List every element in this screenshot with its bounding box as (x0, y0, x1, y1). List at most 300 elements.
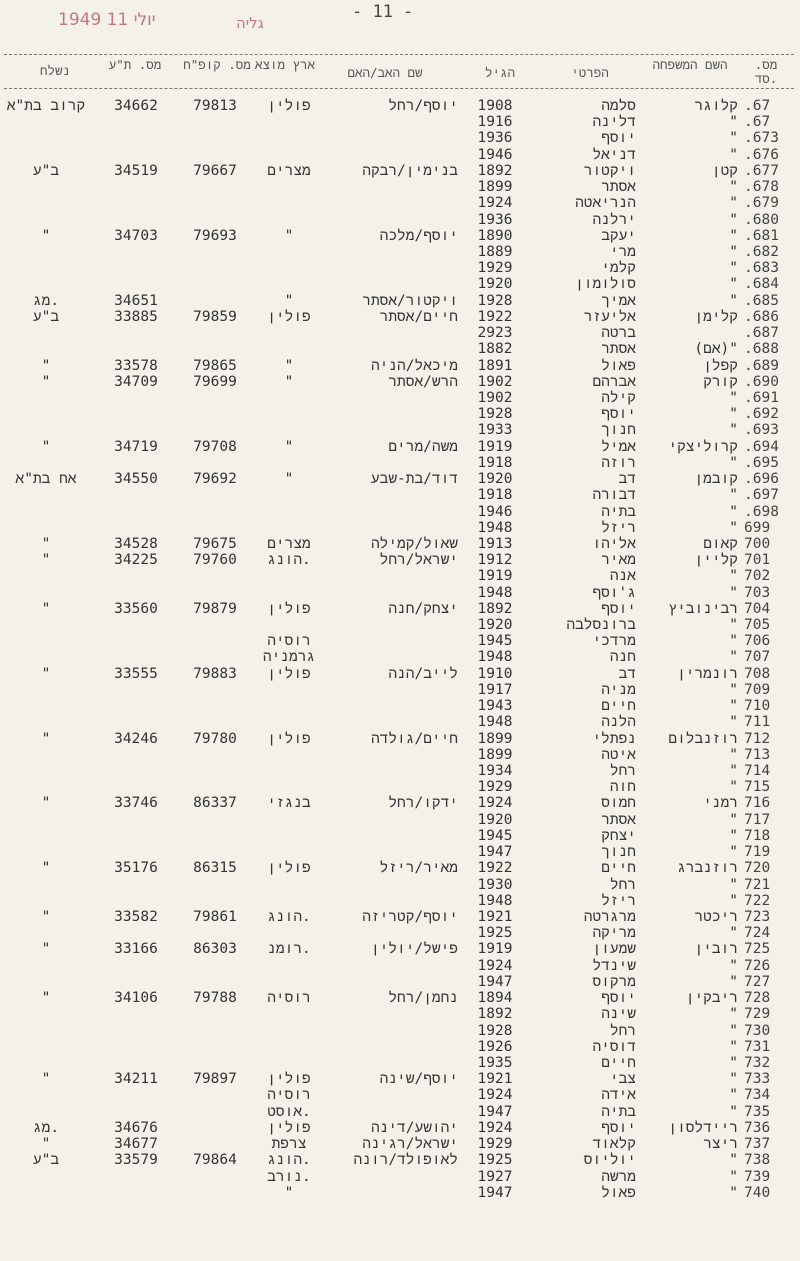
cell-family: קלוגר (694, 98, 738, 114)
cell-fund: 33582 (114, 909, 158, 925)
cell-first: ריזל (601, 519, 636, 536)
cell-no: 713 (744, 746, 771, 763)
cell-family: קלימן (694, 308, 738, 325)
cell-age: 1935 (477, 1054, 513, 1071)
cell-age: 1946 (477, 503, 513, 520)
cell-country: " (284, 227, 294, 244)
cell-family: רונמרין (677, 665, 738, 682)
cell-status: ב"ע (32, 1152, 60, 1169)
cell-age: 1948 (477, 649, 513, 666)
handwritten-label: גליה (236, 14, 264, 32)
cell-no: 708 (744, 665, 771, 682)
cell-kupa: 79883 (193, 665, 237, 682)
cell-status: " (41, 909, 51, 925)
cell-country: פולין (267, 1119, 311, 1136)
cell-parents: משה/מרים (388, 438, 458, 455)
cell-parents: יצחק/חנה (388, 600, 458, 617)
cell-family: " (729, 649, 738, 666)
cell-first: מניה (601, 681, 636, 698)
cell-parents: יהושע/דינה (370, 1119, 458, 1136)
cell-age: 1945 (477, 827, 513, 844)
cell-first: נפתלי (592, 730, 636, 747)
cell-no: 721 (744, 876, 771, 893)
cell-no: .67 (744, 98, 771, 114)
cell-age: 1928 (477, 292, 513, 309)
cell-no: 706 (744, 633, 771, 650)
cell-parents: לאופולד/רונה (353, 1152, 458, 1169)
cell-family: " (729, 276, 738, 293)
cell-no: .676 (744, 146, 779, 163)
cell-fund: 33885 (114, 308, 158, 325)
cell-no: 709 (744, 681, 771, 698)
cell-no: 740 (744, 1184, 771, 1201)
cell-age: 1933 (477, 422, 513, 439)
cell-fund: 34528 (114, 535, 158, 552)
cell-status: " (41, 860, 51, 877)
cell-no: 712 (744, 730, 771, 747)
cell-country: הונג. (267, 552, 311, 569)
cell-first: מרשה (601, 1168, 636, 1185)
cell-age: 1892 (477, 600, 513, 617)
cell-kupa: 79708 (193, 438, 237, 455)
cell-parents: דוד/בת-שבע (370, 471, 458, 488)
cell-status: " (41, 535, 51, 552)
cell-age: 1947 (477, 1184, 513, 1201)
cell-age: 1947 (477, 844, 513, 861)
cell-country: " (284, 1184, 294, 1201)
cell-no: 726 (744, 957, 771, 974)
cell-age: 1934 (477, 763, 513, 780)
col-header-fund: מס. ת"ע (108, 57, 162, 72)
cell-no: 732 (744, 1054, 771, 1071)
cell-country: נורב. (267, 1168, 311, 1185)
cell-no: .683 (744, 260, 779, 277)
cell-no: .692 (744, 406, 779, 423)
cell-family: קליין (694, 552, 738, 569)
cell-no: .680 (744, 211, 779, 228)
cell-first: רחל (609, 1022, 636, 1039)
cell-kupa: 79865 (193, 357, 237, 374)
cell-fund: 34677 (114, 1136, 158, 1153)
cell-first: חיים (601, 1054, 636, 1071)
cell-status: ב"ע (32, 308, 60, 325)
cell-first: יוסף (601, 990, 636, 1007)
cell-first: איטה (601, 746, 636, 763)
cell-fund: 33560 (114, 600, 158, 617)
page-number: - 11 - (352, 2, 414, 22)
cell-no: 736 (744, 1119, 771, 1136)
cell-first: חנה (609, 649, 636, 666)
cell-parents: שאול/קמילה (370, 535, 458, 552)
cell-family: קאום (703, 535, 738, 552)
cell-no: 730 (744, 1022, 771, 1039)
cell-first: חמוס (601, 795, 636, 812)
cell-fund: 33555 (114, 665, 158, 682)
cell-first: פאול (601, 357, 636, 374)
cell-first: פאול (601, 1184, 636, 1201)
cell-first: קילה (601, 389, 636, 406)
cell-first: בתיה (601, 503, 636, 520)
cell-age: 1924 (477, 957, 513, 974)
col-header-country: ארץ מוצא (254, 57, 316, 72)
cell-first: מרגרטה (583, 909, 636, 925)
cell-first: רחל (609, 763, 636, 780)
cell-first: דלינה (592, 114, 636, 131)
cell-family: קפלן (703, 357, 738, 374)
cell-first: יוסף (601, 600, 636, 617)
cell-first: שמעון (592, 941, 636, 958)
cell-family: " (729, 227, 738, 244)
cell-country: בנגזי (267, 795, 311, 812)
cell-status: " (41, 600, 51, 617)
cell-no: 702 (744, 568, 771, 585)
cell-no: 720 (744, 860, 771, 877)
cell-age: 1910 (477, 665, 513, 682)
cell-age: 1919 (477, 438, 513, 455)
cell-family: קובמן (694, 471, 738, 488)
cell-age: 1926 (477, 1038, 513, 1055)
cell-fund: 34106 (114, 990, 158, 1007)
cell-first: ברונסלבה (566, 617, 636, 634)
cell-no: .678 (744, 179, 779, 196)
cell-age: 1947 (477, 1103, 513, 1120)
cell-no: .698 (744, 503, 779, 520)
cell-age: 1917 (477, 681, 513, 698)
cell-age: 1899 (477, 179, 513, 196)
cell-first: יצחק (601, 827, 636, 844)
cell-family: " (729, 714, 738, 731)
cell-no: 710 (744, 698, 771, 715)
cell-country: מצרים (267, 535, 311, 552)
cell-no: 711 (744, 714, 771, 731)
cell-age: 1948 (477, 714, 513, 731)
cell-first: ירלנה (592, 211, 636, 228)
cell-family: קרוליצקי (668, 438, 738, 455)
cell-age: 1936 (477, 130, 513, 147)
cell-fund: 34703 (114, 227, 158, 244)
cell-age: 1918 (477, 454, 513, 471)
cell-family: " (729, 243, 738, 260)
cell-first: צבי (609, 1071, 636, 1088)
cell-age: 1912 (477, 552, 513, 569)
cell-first: רוזה (601, 454, 636, 471)
cell-family: רבינוביץ (668, 600, 738, 617)
cell-fund: 33166 (114, 941, 158, 958)
cell-family: " (729, 876, 738, 893)
cell-first: אליהו (592, 535, 636, 552)
cell-family: " (729, 617, 738, 634)
cell-age: 1899 (477, 746, 513, 763)
cell-age: 2923 (477, 325, 513, 342)
cell-family: " (729, 1054, 738, 1071)
cell-no: .687 (744, 325, 779, 342)
cell-age: 1948 (477, 519, 513, 536)
cell-no: .688 (744, 341, 779, 358)
cell-country: רומנ. (267, 941, 311, 958)
cell-age: 1899 (477, 730, 513, 747)
cell-family: " (729, 130, 738, 147)
cell-family: " (729, 1038, 738, 1055)
cell-country: " (284, 438, 294, 455)
cell-age: 1925 (477, 1152, 513, 1169)
cell-family: " (729, 519, 738, 536)
cell-no: 699 (744, 519, 771, 536)
cell-first: דב (618, 471, 636, 488)
cell-status: אח בת"א (15, 471, 77, 488)
cell-family: " (729, 973, 738, 990)
cell-first: יוליוס (583, 1152, 636, 1169)
cell-kupa: 86315 (193, 860, 237, 877)
cell-no: .691 (744, 389, 779, 406)
cell-age: 1921 (477, 1071, 513, 1088)
cell-family: ריבקין (685, 990, 738, 1007)
cell-country: רוסיה (267, 1087, 311, 1104)
cell-kupa: 79699 (193, 373, 237, 390)
cell-family: רוזנבלום (668, 730, 738, 747)
cell-kupa: 79879 (193, 600, 237, 617)
cell-age: 1929 (477, 260, 513, 277)
cell-family: " (729, 698, 738, 715)
col-header-status: נשלח (39, 63, 70, 78)
cell-no: .684 (744, 276, 779, 293)
cell-no: 715 (744, 779, 771, 796)
cell-first: הלנה (601, 714, 636, 731)
cell-age: 1946 (477, 146, 513, 163)
cell-age: 1922 (477, 308, 513, 325)
cell-country: הונג. (267, 909, 311, 925)
cell-no: 739 (744, 1168, 771, 1185)
cell-age: 1882 (477, 341, 513, 358)
cell-no: .682 (744, 243, 779, 260)
cell-kupa: 79864 (193, 1152, 237, 1169)
cell-fund: 34676 (114, 1119, 158, 1136)
cell-family: " (729, 487, 738, 504)
cell-family: " (729, 1071, 738, 1088)
cell-first: ברטה (601, 325, 636, 342)
cell-no: .694 (744, 438, 779, 455)
cell-family: " (729, 211, 738, 228)
cell-first: סולומון (575, 276, 636, 293)
cell-no: .681 (744, 227, 779, 244)
cell-first: אברהם (592, 373, 636, 390)
cell-fund: 33746 (114, 795, 158, 812)
cell-status: " (41, 1071, 51, 1088)
cell-parents: הרש/אסתר (388, 373, 458, 390)
cell-age: 1913 (477, 535, 513, 552)
cell-age: 1945 (477, 633, 513, 650)
cell-parents: יוסף/קטריזה (362, 909, 458, 925)
cell-no: .693 (744, 422, 779, 439)
cell-first: מרדכי (592, 633, 636, 650)
cell-first: דב (618, 665, 636, 682)
cell-family: " (729, 1168, 738, 1185)
cell-no: .695 (744, 454, 779, 471)
cell-family: " (729, 568, 738, 585)
cell-parents: ישראל/רגינה (362, 1136, 458, 1153)
cell-age: 1948 (477, 892, 513, 909)
cell-no: 737 (744, 1136, 771, 1153)
cell-fund: 34519 (114, 162, 158, 179)
cell-age: 1894 (477, 990, 513, 1007)
cell-age: 1924 (477, 795, 513, 812)
cell-country: גרמניה (262, 649, 316, 666)
cell-family: ריידלסון (668, 1119, 738, 1136)
cell-family: " (729, 503, 738, 520)
cell-first: אסתר (601, 811, 636, 828)
cell-family: " (729, 1006, 738, 1023)
cell-kupa: 79760 (193, 552, 237, 569)
cell-country: פולין (267, 1071, 311, 1088)
cell-age: 1925 (477, 925, 513, 942)
cell-family: קורק (703, 373, 738, 390)
cell-family: " (729, 195, 738, 212)
cell-first: ויקטור (583, 162, 636, 179)
cell-family: רמני (703, 795, 738, 812)
cell-age: 1889 (477, 243, 513, 260)
cell-country: " (284, 357, 294, 374)
cell-parents: ישראל/רחל (379, 552, 458, 569)
cell-no: 703 (744, 584, 771, 601)
cell-first: קלאוד (592, 1136, 636, 1153)
cell-family: " (729, 844, 738, 861)
cell-age: 1948 (477, 584, 513, 601)
cell-status: " (41, 730, 51, 747)
cell-first: חנוך (601, 422, 636, 439)
col-header-first: הפרטי (571, 65, 609, 80)
cell-first: מרי (609, 243, 636, 260)
cell-kupa: 79788 (193, 990, 237, 1007)
col-header-no: מס. סד. (754, 57, 778, 86)
cell-family: " (729, 633, 738, 650)
cell-first: מריקה (592, 925, 636, 942)
cell-family: " (729, 146, 738, 163)
cell-parents: יוסף/מלכה (379, 227, 458, 244)
col-header-age: הגיל (484, 65, 515, 80)
cell-first: מרקוס (592, 973, 636, 990)
cell-no: .697 (744, 487, 779, 504)
cell-family: " (729, 957, 738, 974)
cell-fund: 34662 (114, 98, 158, 114)
cell-status: " (41, 990, 51, 1007)
cell-no: .686 (744, 308, 779, 325)
cell-age: 1918 (477, 487, 513, 504)
cell-no: 731 (744, 1038, 771, 1055)
cell-parents: יוסף/רחל (388, 98, 458, 114)
cell-no: 727 (744, 973, 771, 990)
cell-age: 1902 (477, 389, 513, 406)
col-header-family: השם המשפחה (652, 57, 728, 72)
cell-no: 716 (744, 795, 771, 812)
cell-country: פולין (267, 730, 311, 747)
cell-family: ריכטר (694, 909, 738, 925)
cell-first: אסתר (601, 179, 636, 196)
cell-kupa: 79859 (193, 308, 237, 325)
cell-no: 724 (744, 925, 771, 942)
cell-age: 1920 (477, 276, 513, 293)
cell-parents: מיכאל/הניה (370, 357, 458, 374)
cell-family: ריצר (703, 1136, 738, 1153)
cell-status: מג. (32, 292, 60, 309)
cell-parents: פישל/יולין (370, 941, 458, 958)
cell-kupa: 86303 (193, 941, 237, 958)
cell-parents: יוסף/שינה (379, 1071, 458, 1088)
cell-family: " (729, 746, 738, 763)
cell-first: אנה (609, 568, 636, 585)
cell-parents: לייב/הנה (388, 665, 458, 682)
cell-status: " (41, 795, 51, 812)
cell-family: "(אם) (694, 341, 738, 358)
cell-no: .690 (744, 373, 779, 390)
cell-age: 1924 (477, 1087, 513, 1104)
cell-family: רוזנברג (677, 860, 738, 877)
cell-no: .685 (744, 292, 779, 309)
cell-age: 1947 (477, 973, 513, 990)
cell-no: 707 (744, 649, 771, 666)
cell-fund: 34211 (114, 1071, 158, 1088)
cell-first: אמיל (601, 438, 636, 455)
cell-no: 729 (744, 1006, 771, 1023)
cell-first: חיים (601, 698, 636, 715)
cell-age: 1908 (477, 98, 513, 114)
cell-first: דבורה (592, 487, 636, 504)
cell-family: " (729, 1087, 738, 1104)
cell-family: " (729, 811, 738, 828)
cell-country: רוסיה (267, 990, 311, 1007)
cell-family: " (729, 292, 738, 309)
cell-country: הונג. (267, 1152, 311, 1169)
cell-age: 1943 (477, 698, 513, 715)
cell-first: קלמי (601, 260, 636, 277)
cell-family: " (729, 1022, 738, 1039)
cell-age: 1928 (477, 406, 513, 423)
cell-no: .696 (744, 471, 779, 488)
cell-country: אוסט. (267, 1103, 311, 1120)
cell-parents: בנימין/רבקה (362, 162, 458, 179)
cell-no: .689 (744, 357, 779, 374)
cell-no: 723 (744, 909, 771, 925)
cell-no: 717 (744, 811, 771, 828)
cell-first: ריזל (601, 892, 636, 909)
cell-first: אידה (601, 1087, 636, 1104)
cell-no: .67 (744, 114, 771, 131)
cell-first: שינה (601, 1006, 636, 1023)
cell-age: 1916 (477, 114, 513, 131)
cell-country: מצרים (267, 162, 311, 179)
cell-status: " (41, 373, 51, 390)
cell-first: דוסיה (592, 1038, 636, 1055)
cell-status: " (41, 665, 51, 682)
handwritten-date: 1949 יולי 11 (58, 10, 156, 30)
cell-age: 1936 (477, 211, 513, 228)
cell-status: " (41, 1136, 51, 1153)
cell-age: 1921 (477, 909, 513, 925)
cell-fund: 34246 (114, 730, 158, 747)
cell-family: " (729, 584, 738, 601)
cell-status: " (41, 227, 51, 244)
cell-age: 1919 (477, 941, 513, 958)
cell-first: חוה (609, 779, 636, 796)
cell-country: פולין (267, 665, 311, 682)
cell-family: " (729, 763, 738, 780)
cell-no: .673 (744, 130, 779, 147)
cell-kupa: 79861 (193, 909, 237, 925)
cell-family: " (729, 827, 738, 844)
cell-kupa: 79780 (193, 730, 237, 747)
cell-status: " (41, 438, 51, 455)
cell-first: דניאל (592, 146, 636, 163)
cell-first: סלמה (601, 98, 636, 114)
cell-no: 738 (744, 1152, 771, 1169)
